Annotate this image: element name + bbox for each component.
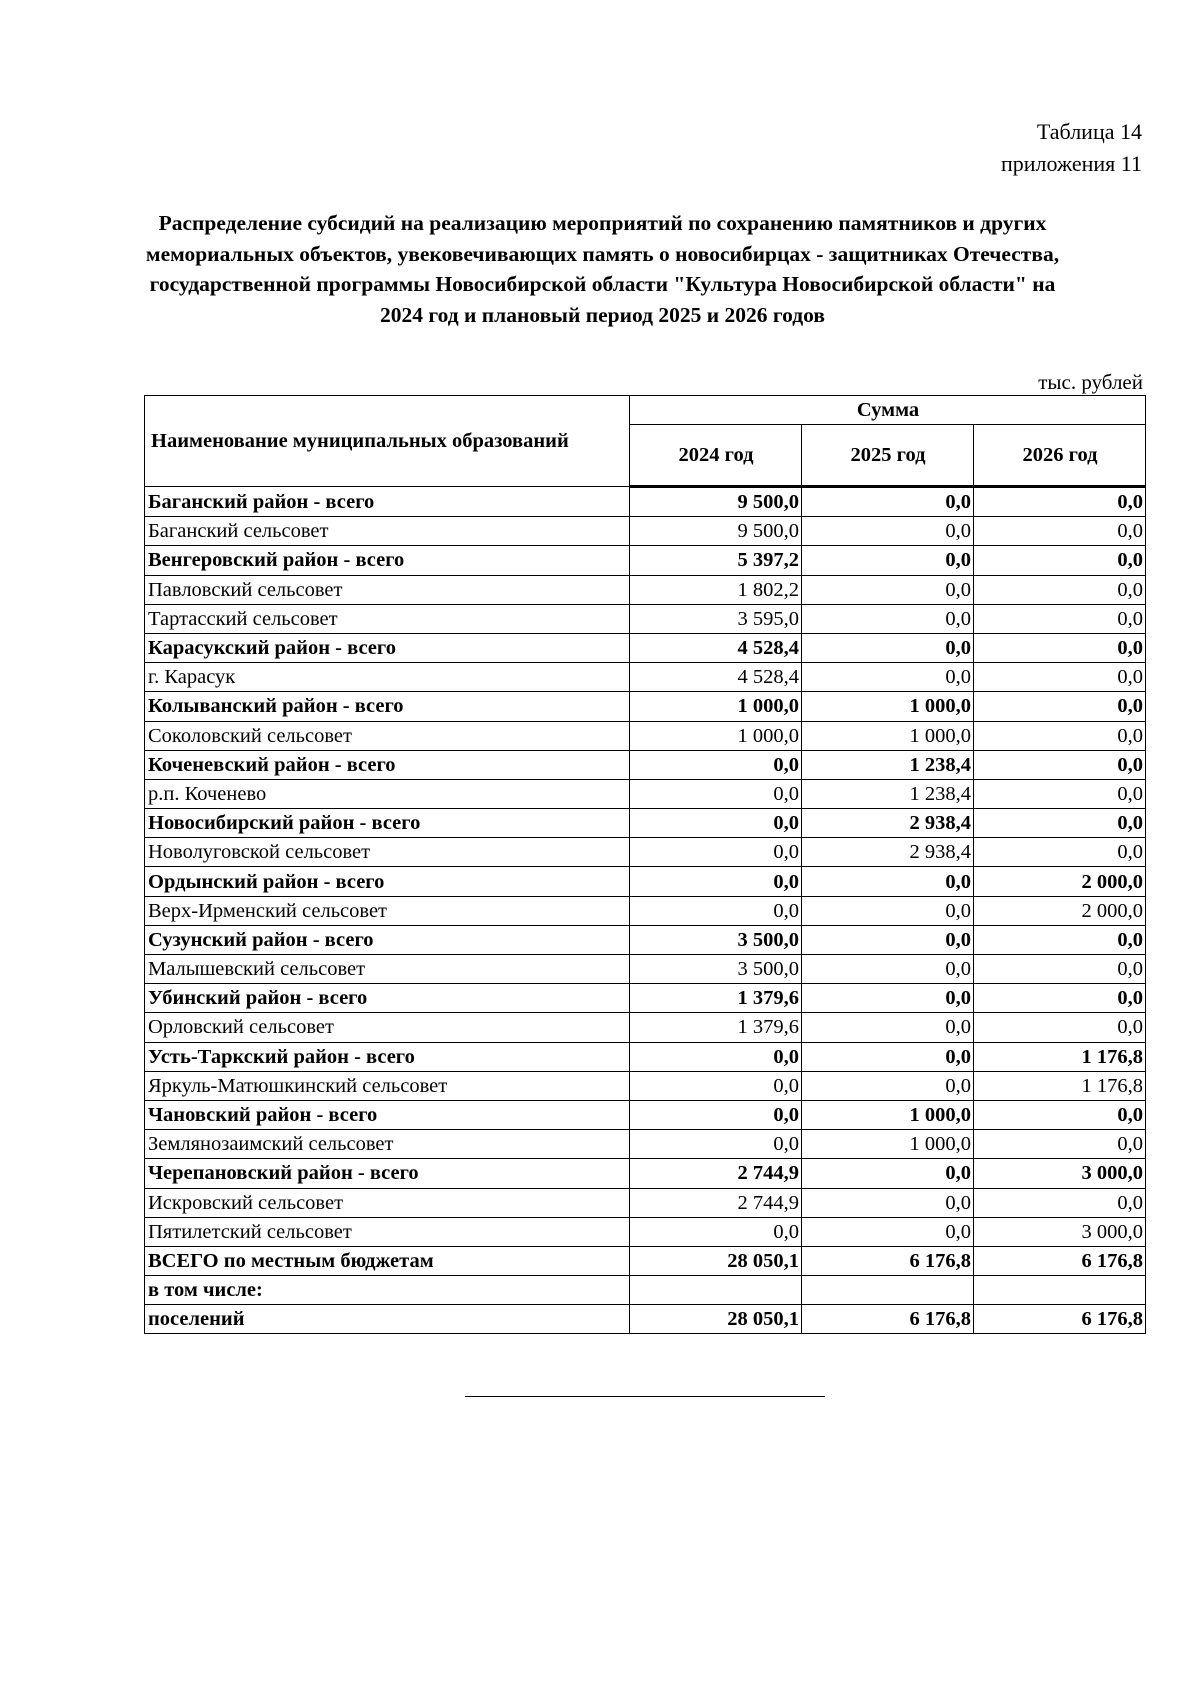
value-2026-cell: 0,0 <box>974 546 1146 575</box>
value-2024-cell: 3 500,0 <box>630 955 802 984</box>
value-2026-cell: 0,0 <box>974 1013 1146 1042</box>
appendix-number: приложения 11 <box>1000 151 1142 176</box>
value-2024-cell: 28 050,1 <box>630 1305 802 1334</box>
column-header-name: Наименование муниципальных образований <box>145 396 630 487</box>
value-2026-cell: 2 000,0 <box>974 867 1146 896</box>
value-2025-cell: 0,0 <box>802 604 974 633</box>
value-2024-cell: 3 500,0 <box>630 925 802 954</box>
value-2024-cell: 1 379,6 <box>630 1013 802 1042</box>
table-row <box>145 896 1146 925</box>
value-2025-cell <box>802 1276 974 1305</box>
value-2025-cell: 0,0 <box>802 663 974 692</box>
row-name-cell: Пятилетский сельсовет <box>145 1217 630 1246</box>
table-row <box>145 1071 1146 1100</box>
value-2025-cell: 0,0 <box>802 867 974 896</box>
row-name-cell: Ордынский район - всего <box>145 867 630 896</box>
row-name-cell: Убинский район - всего <box>145 984 630 1013</box>
value-2025-cell: 0,0 <box>802 575 974 604</box>
value-2024-cell: 0,0 <box>630 867 802 896</box>
table-row <box>145 779 1146 808</box>
row-name-cell: р.п. Коченево <box>145 779 630 808</box>
table-row <box>145 1159 1146 1188</box>
table-row <box>145 721 1146 750</box>
row-name-cell: Малышевский сельсовет <box>145 955 630 984</box>
value-2025-cell: 0,0 <box>802 517 974 546</box>
value-2026-cell: 3 000,0 <box>974 1217 1146 1246</box>
row-name-cell: Колыванский район - всего <box>145 692 630 721</box>
row-name-cell: Коченевский район - всего <box>145 750 630 779</box>
units-label: тыс. рублей <box>1038 370 1143 394</box>
value-2024-cell: 5 397,2 <box>630 546 802 575</box>
value-2024-cell: 0,0 <box>630 750 802 779</box>
row-name-cell: Новолуговской сельсовет <box>145 838 630 867</box>
value-2024-cell: 0,0 <box>630 779 802 808</box>
table-row <box>145 604 1146 633</box>
value-2026-cell <box>974 1276 1146 1305</box>
row-name-cell: Новосибирский район - всего <box>145 809 630 838</box>
row-name-cell: Павловский сельсовет <box>145 575 630 604</box>
table-row <box>145 692 1146 721</box>
table-row <box>145 1130 1146 1159</box>
value-2025-cell: 1 000,0 <box>802 1130 974 1159</box>
value-2026-cell: 0,0 <box>974 984 1146 1013</box>
value-2026-cell: 0,0 <box>974 517 1146 546</box>
row-name-cell: г. Карасук <box>145 663 630 692</box>
table-row <box>145 1305 1146 1334</box>
value-2025-cell: 1 000,0 <box>802 692 974 721</box>
value-2024-cell: 9 500,0 <box>630 517 802 546</box>
table-row <box>145 575 1146 604</box>
value-2024-cell: 3 595,0 <box>630 604 802 633</box>
table-row <box>145 546 1146 575</box>
value-2025-cell: 0,0 <box>802 1159 974 1188</box>
value-2024-cell: 0,0 <box>630 1042 802 1071</box>
table-row <box>145 1217 1146 1246</box>
value-2026-cell: 0,0 <box>974 721 1146 750</box>
table-row <box>145 1100 1146 1129</box>
value-2024-cell: 28 050,1 <box>630 1246 802 1275</box>
row-name-cell: Землянозаимский сельсовет <box>145 1130 630 1159</box>
value-2024-cell: 1 000,0 <box>630 692 802 721</box>
table-row <box>145 487 1146 517</box>
value-2025-cell: 1 000,0 <box>802 1100 974 1129</box>
value-2025-cell: 1 238,4 <box>802 779 974 808</box>
table-row <box>145 838 1146 867</box>
column-header-2025: 2025 год <box>802 425 974 487</box>
table-row <box>145 925 1146 954</box>
value-2026-cell: 0,0 <box>974 633 1146 662</box>
value-2025-cell: 1 000,0 <box>802 721 974 750</box>
value-2026-cell: 2 000,0 <box>974 896 1146 925</box>
table-row <box>145 867 1146 896</box>
value-2025-cell: 2 938,4 <box>802 809 974 838</box>
table-row <box>145 663 1146 692</box>
value-2026-cell: 0,0 <box>974 809 1146 838</box>
value-2024-cell: 4 528,4 <box>630 633 802 662</box>
value-2026-cell: 6 176,8 <box>974 1246 1146 1275</box>
value-2026-cell: 0,0 <box>974 779 1146 808</box>
value-2024-cell: 0,0 <box>630 1071 802 1100</box>
value-2025-cell: 0,0 <box>802 984 974 1013</box>
value-2024-cell: 1 000,0 <box>630 721 802 750</box>
row-name-cell: Сузунский район - всего <box>145 925 630 954</box>
value-2025-cell: 0,0 <box>802 925 974 954</box>
value-2024-cell: 4 528,4 <box>630 663 802 692</box>
table-row <box>145 633 1146 662</box>
row-name-cell: Венгеровский район - всего <box>145 546 630 575</box>
row-name-cell: Соколовский сельсовет <box>145 721 630 750</box>
value-2025-cell: 0,0 <box>802 955 974 984</box>
value-2026-cell: 0,0 <box>974 575 1146 604</box>
table-row <box>145 750 1146 779</box>
value-2026-cell: 0,0 <box>974 1100 1146 1129</box>
value-2024-cell: 1 802,2 <box>630 575 802 604</box>
row-name-cell: поселений <box>145 1305 630 1334</box>
value-2024-cell: 2 744,9 <box>630 1188 802 1217</box>
value-2025-cell: 2 938,4 <box>802 838 974 867</box>
value-2026-cell: 0,0 <box>974 1188 1146 1217</box>
value-2026-cell: 0,0 <box>974 750 1146 779</box>
value-2025-cell: 0,0 <box>802 1188 974 1217</box>
row-name-cell: Искровский сельсовет <box>145 1188 630 1217</box>
value-2026-cell: 0,0 <box>974 487 1146 517</box>
table-number: Таблица 14 <box>1036 119 1142 144</box>
table-reference <box>1001 116 1142 180</box>
value-2025-cell: 0,0 <box>802 1071 974 1100</box>
row-name-cell: Верх-Ирменский сельсовет <box>145 896 630 925</box>
value-2024-cell <box>630 1276 802 1305</box>
row-name-cell: Усть-Таркский район - всего <box>145 1042 630 1071</box>
row-name-cell: Баганский сельсовет <box>145 517 630 546</box>
value-2026-cell: 0,0 <box>974 925 1146 954</box>
value-2024-cell: 9 500,0 <box>630 487 802 517</box>
value-2026-cell: 0,0 <box>974 955 1146 984</box>
table-row <box>145 1188 1146 1217</box>
value-2024-cell: 0,0 <box>630 1217 802 1246</box>
value-2024-cell: 0,0 <box>630 1100 802 1129</box>
title-line-4: 2024 год и плановый период 2025 и 2026 годов <box>380 302 825 327</box>
value-2025-cell: 0,0 <box>802 633 974 662</box>
row-name-cell: в том числе: <box>145 1276 630 1305</box>
value-2025-cell: 0,0 <box>802 1013 974 1042</box>
title-line-1: Распределение субсидий на реализацию мероприятий по сохранению памятников и других <box>158 211 1047 235</box>
value-2024-cell: 0,0 <box>630 809 802 838</box>
value-2024-cell: 2 744,9 <box>630 1159 802 1188</box>
value-2026-cell: 0,0 <box>974 692 1146 721</box>
row-name-cell: Баганский район - всего <box>145 487 630 517</box>
table-row <box>145 1042 1146 1071</box>
value-2024-cell: 0,0 <box>630 896 802 925</box>
row-name-cell: ВСЕГО по местным бюджетам <box>145 1246 630 1275</box>
column-header-sum: Сумма <box>630 396 1146 425</box>
table-row <box>145 517 1146 546</box>
value-2026-cell: 0,0 <box>974 663 1146 692</box>
value-2026-cell: 1 176,8 <box>974 1071 1146 1100</box>
value-2026-cell: 3 000,0 <box>974 1159 1146 1188</box>
row-name-cell: Чановский район - всего <box>145 1100 630 1129</box>
column-header-2024: 2024 год <box>630 425 802 487</box>
value-2026-cell: 0,0 <box>974 1130 1146 1159</box>
table-row <box>145 1246 1146 1275</box>
closing-rule <box>465 1396 825 1397</box>
value-2026-cell: 6 176,8 <box>974 1305 1146 1334</box>
title-line-2: мемориальных объектов, увековечивающих память о новосибирцах - защитниках Отечества, <box>145 241 1060 266</box>
value-2026-cell: 0,0 <box>974 838 1146 867</box>
value-2025-cell: 0,0 <box>802 546 974 575</box>
value-2025-cell: 0,0 <box>802 896 974 925</box>
document-title <box>120 208 1085 330</box>
value-2026-cell: 1 176,8 <box>974 1042 1146 1071</box>
value-2025-cell: 0,0 <box>802 1042 974 1071</box>
title-line-3: государственной программы Новосибирской области "Культура Новосибирской области" на <box>149 272 1056 296</box>
value-2024-cell: 0,0 <box>630 1130 802 1159</box>
value-2024-cell: 1 379,6 <box>630 984 802 1013</box>
column-header-2026: 2026 год <box>974 425 1146 487</box>
value-2025-cell: 0,0 <box>802 487 974 517</box>
row-name-cell: Орловский сельсовет <box>145 1013 630 1042</box>
value-2026-cell: 0,0 <box>974 604 1146 633</box>
table-row <box>145 955 1146 984</box>
row-name-cell: Карасукский район - всего <box>145 633 630 662</box>
value-2025-cell: 1 238,4 <box>802 750 974 779</box>
subsidy-table <box>144 395 1146 1334</box>
value-2024-cell: 0,0 <box>630 838 802 867</box>
table-row <box>145 809 1146 838</box>
value-2025-cell: 6 176,8 <box>802 1305 974 1334</box>
value-2025-cell: 0,0 <box>802 1217 974 1246</box>
value-2025-cell: 6 176,8 <box>802 1246 974 1275</box>
table-row <box>145 1013 1146 1042</box>
table-row <box>145 1276 1146 1305</box>
row-name-cell: Тартасский сельсовет <box>145 604 630 633</box>
table-row <box>145 984 1146 1013</box>
row-name-cell: Черепановский район - всего <box>145 1159 630 1188</box>
row-name-cell: Яркуль-Матюшкинский сельсовет <box>145 1071 630 1100</box>
